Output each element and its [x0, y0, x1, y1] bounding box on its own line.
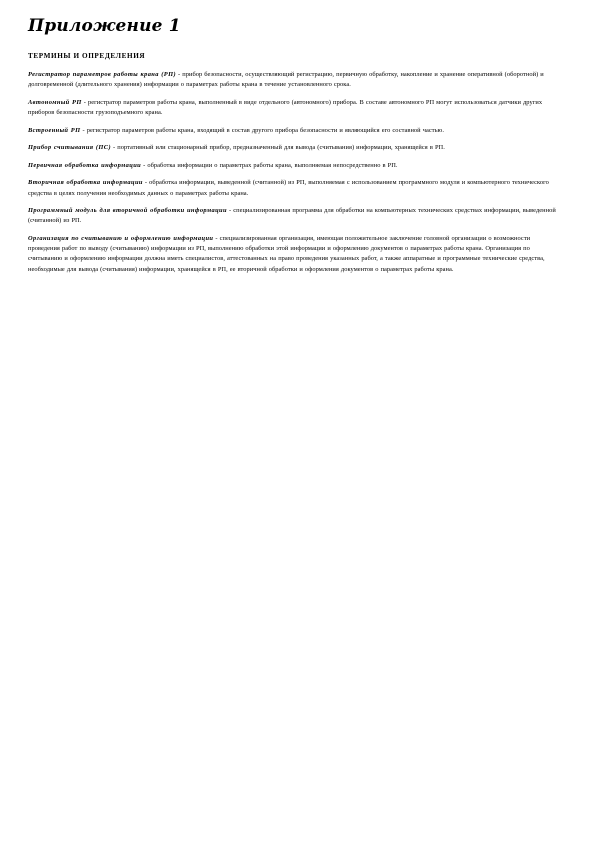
definition-term: Программный модуль для вторичной обработки информации — [28, 207, 227, 215]
definition-text: - регистратор параметров работы крана, входящий в состав другого прибора безопасности и являющийся его составной частью. — [80, 126, 445, 134]
definition-term: Регистратор параметров работы крана (РП) — [28, 71, 176, 78]
definition-item — [28, 98, 562, 118]
definition-item — [28, 143, 562, 153]
definition-term: Встроенный РП — [28, 126, 81, 134]
definition-text: - специализированная программа для обработки на компьютерных технических средствах информации, выведенной (считанной) из РП. — [28, 207, 556, 225]
page-title: Приложение 1 — [28, 16, 181, 36]
definition-item — [28, 206, 562, 226]
definition-item — [28, 178, 562, 198]
definition-item — [28, 70, 562, 90]
definition-text: - специализированная организация, имеющая положительное заключение головной организации о возможности проведения работ по выводу (считыванию) информации из РП, выполнению обработки этой информации и оформлению документов о параметрах работы крана. Организация по считыванию и оформлению информации должна иметь специалистов, аттестованных на право проведения указанных работ, а также аппаратные и программные технические средства, необходимые для вывода (считывания) информации, хранящейся в РП, ее вторичной обработки и оформления документов о параметрах работы крана. — [28, 234, 545, 273]
definitions-list — [28, 70, 562, 282]
definition-item — [28, 126, 562, 136]
definition-term: Первичная обработка информации — [28, 161, 142, 169]
definition-term: Прибор считывания (ПС) — [28, 144, 111, 152]
definition-text: - регистратор параметров работы крана, выполненный в виде отдельного (автономного) прибора. В составе автономного РП могут использоваться датчики других приборов безопасности грузоподъемного крана. — [28, 98, 543, 116]
definition-text: - обработка информации, выведенной (считанной) из РП, выполняемая с использованием программного модуля и компьютерного технического средства в целях получения необходимых данных о параметрах работы крана. — [28, 179, 549, 197]
definition-term: Автономный РП — [28, 98, 82, 106]
definition-term: Вторичная обработка информации — [28, 179, 143, 187]
definition-item — [28, 161, 562, 171]
definition-term: Организация по считыванию и оформлению информации — [28, 234, 214, 242]
definition-text: - обработка информации о параметрах работы крана, выполняемая непосредственно в РП. — [141, 161, 398, 169]
definition-text: - портативный или стационарный прибор, предназначенный для вывода (считывания) информации, хранящейся в РП. — [110, 144, 445, 152]
definition-text: - прибор безопасности, осуществляющий регистрацию, первичную обработку, накопление и хранение оперативной (оборотной) и долговременной (длительного хранения) информации о параметрах работы крана в течение установленного срока. — [28, 71, 544, 89]
section-heading: ТЕРМИНЫ И ОПРЕДЕЛЕНИЯ — [28, 52, 146, 60]
definition-item — [28, 234, 562, 275]
